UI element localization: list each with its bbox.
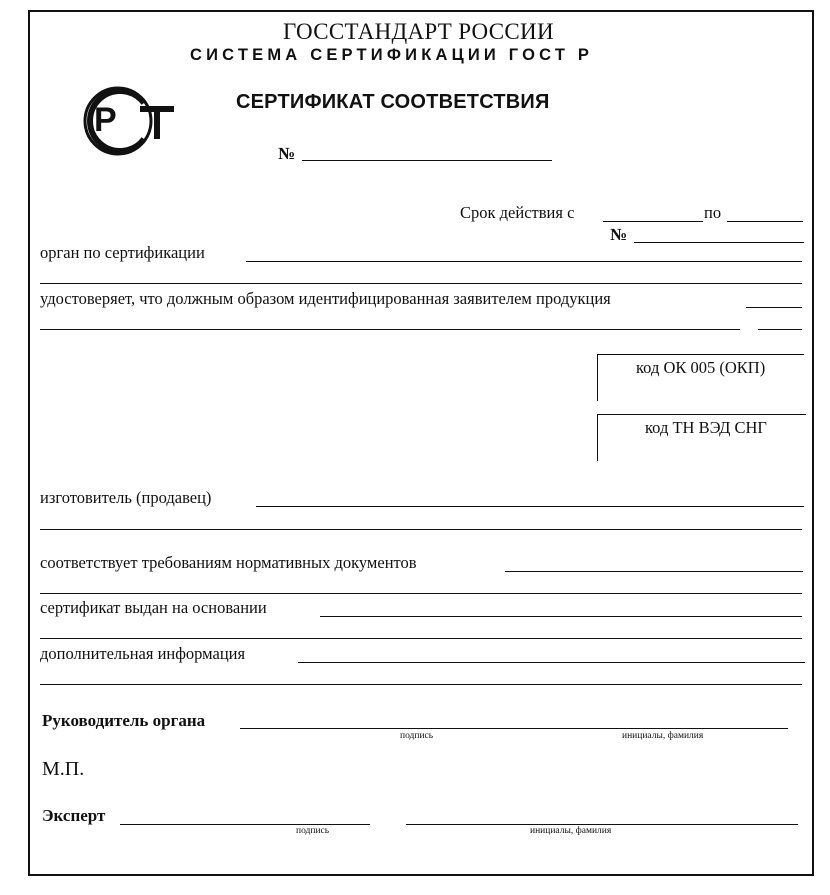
product-field-line2-end[interactable] (758, 329, 802, 330)
cert-body-field-line2[interactable] (40, 283, 802, 284)
head-initials-caption: инициалы, фамилия (622, 731, 704, 741)
validity-from-field[interactable] (603, 221, 703, 222)
complies-field-line2[interactable] (40, 593, 802, 594)
code-tnved-label: код ТН ВЭД СНГ (645, 418, 767, 437)
body-number-field[interactable] (634, 242, 804, 243)
validity-to-label: по (704, 203, 722, 222)
issued-basis-field-line2[interactable] (40, 638, 802, 639)
svg-text:Р: Р (94, 101, 117, 139)
agency-title: ГОССТАНДАРТ РОССИИ (283, 19, 554, 44)
additional-info-field[interactable] (298, 662, 805, 663)
additional-info-field-line2[interactable] (40, 684, 802, 685)
body-number-label: № (610, 225, 628, 244)
head-signature-field[interactable] (240, 728, 788, 729)
rst-gost-mark-icon (80, 85, 180, 157)
certifies-label: удостоверяет, что должным образом идентифицированная заявителем продукция (40, 289, 611, 308)
manufacturer-field[interactable] (256, 506, 804, 507)
manufacturer-field-line2[interactable] (40, 529, 802, 530)
head-signature-caption: подпись (400, 731, 434, 741)
product-field-line2[interactable] (40, 329, 740, 330)
complies-field[interactable] (505, 571, 803, 572)
certificate-title: СЕРТИФИКАТ СООТВЕТСТВИЯ (236, 91, 550, 113)
expert-label: Эксперт (42, 806, 106, 825)
system-title: СИСТЕМА СЕРТИФИКАЦИИ ГОСТ Р (190, 46, 594, 64)
expert-signature-field[interactable] (120, 824, 370, 825)
validity-to-field[interactable] (727, 221, 803, 222)
code-okp-label: код ОК 005 (ОКП) (636, 358, 766, 377)
cert-body-label: орган по сертификации (40, 243, 205, 262)
certificate-number-field[interactable] (302, 160, 552, 161)
expert-initials-field[interactable] (406, 824, 798, 825)
issued-basis-field[interactable] (320, 616, 802, 617)
number-label: № (278, 144, 296, 163)
product-field[interactable] (746, 307, 802, 308)
validity-from-label: Срок действия с (460, 203, 575, 222)
stamp-label: М.П. (42, 758, 85, 780)
head-label: Руководитель органа (42, 711, 206, 730)
additional-info-label: дополнительная информация (40, 644, 246, 663)
expert-signature-caption: подпись (296, 826, 330, 836)
expert-initials-caption: инициалы, фамилия (530, 826, 612, 836)
manufacturer-label: изготовитель (продавец) (40, 488, 212, 507)
complies-label: соответствует требованиям нормативных документов (40, 553, 417, 572)
cert-body-field[interactable] (246, 261, 802, 262)
issued-basis-label: сертификат выдан на основании (40, 598, 267, 617)
